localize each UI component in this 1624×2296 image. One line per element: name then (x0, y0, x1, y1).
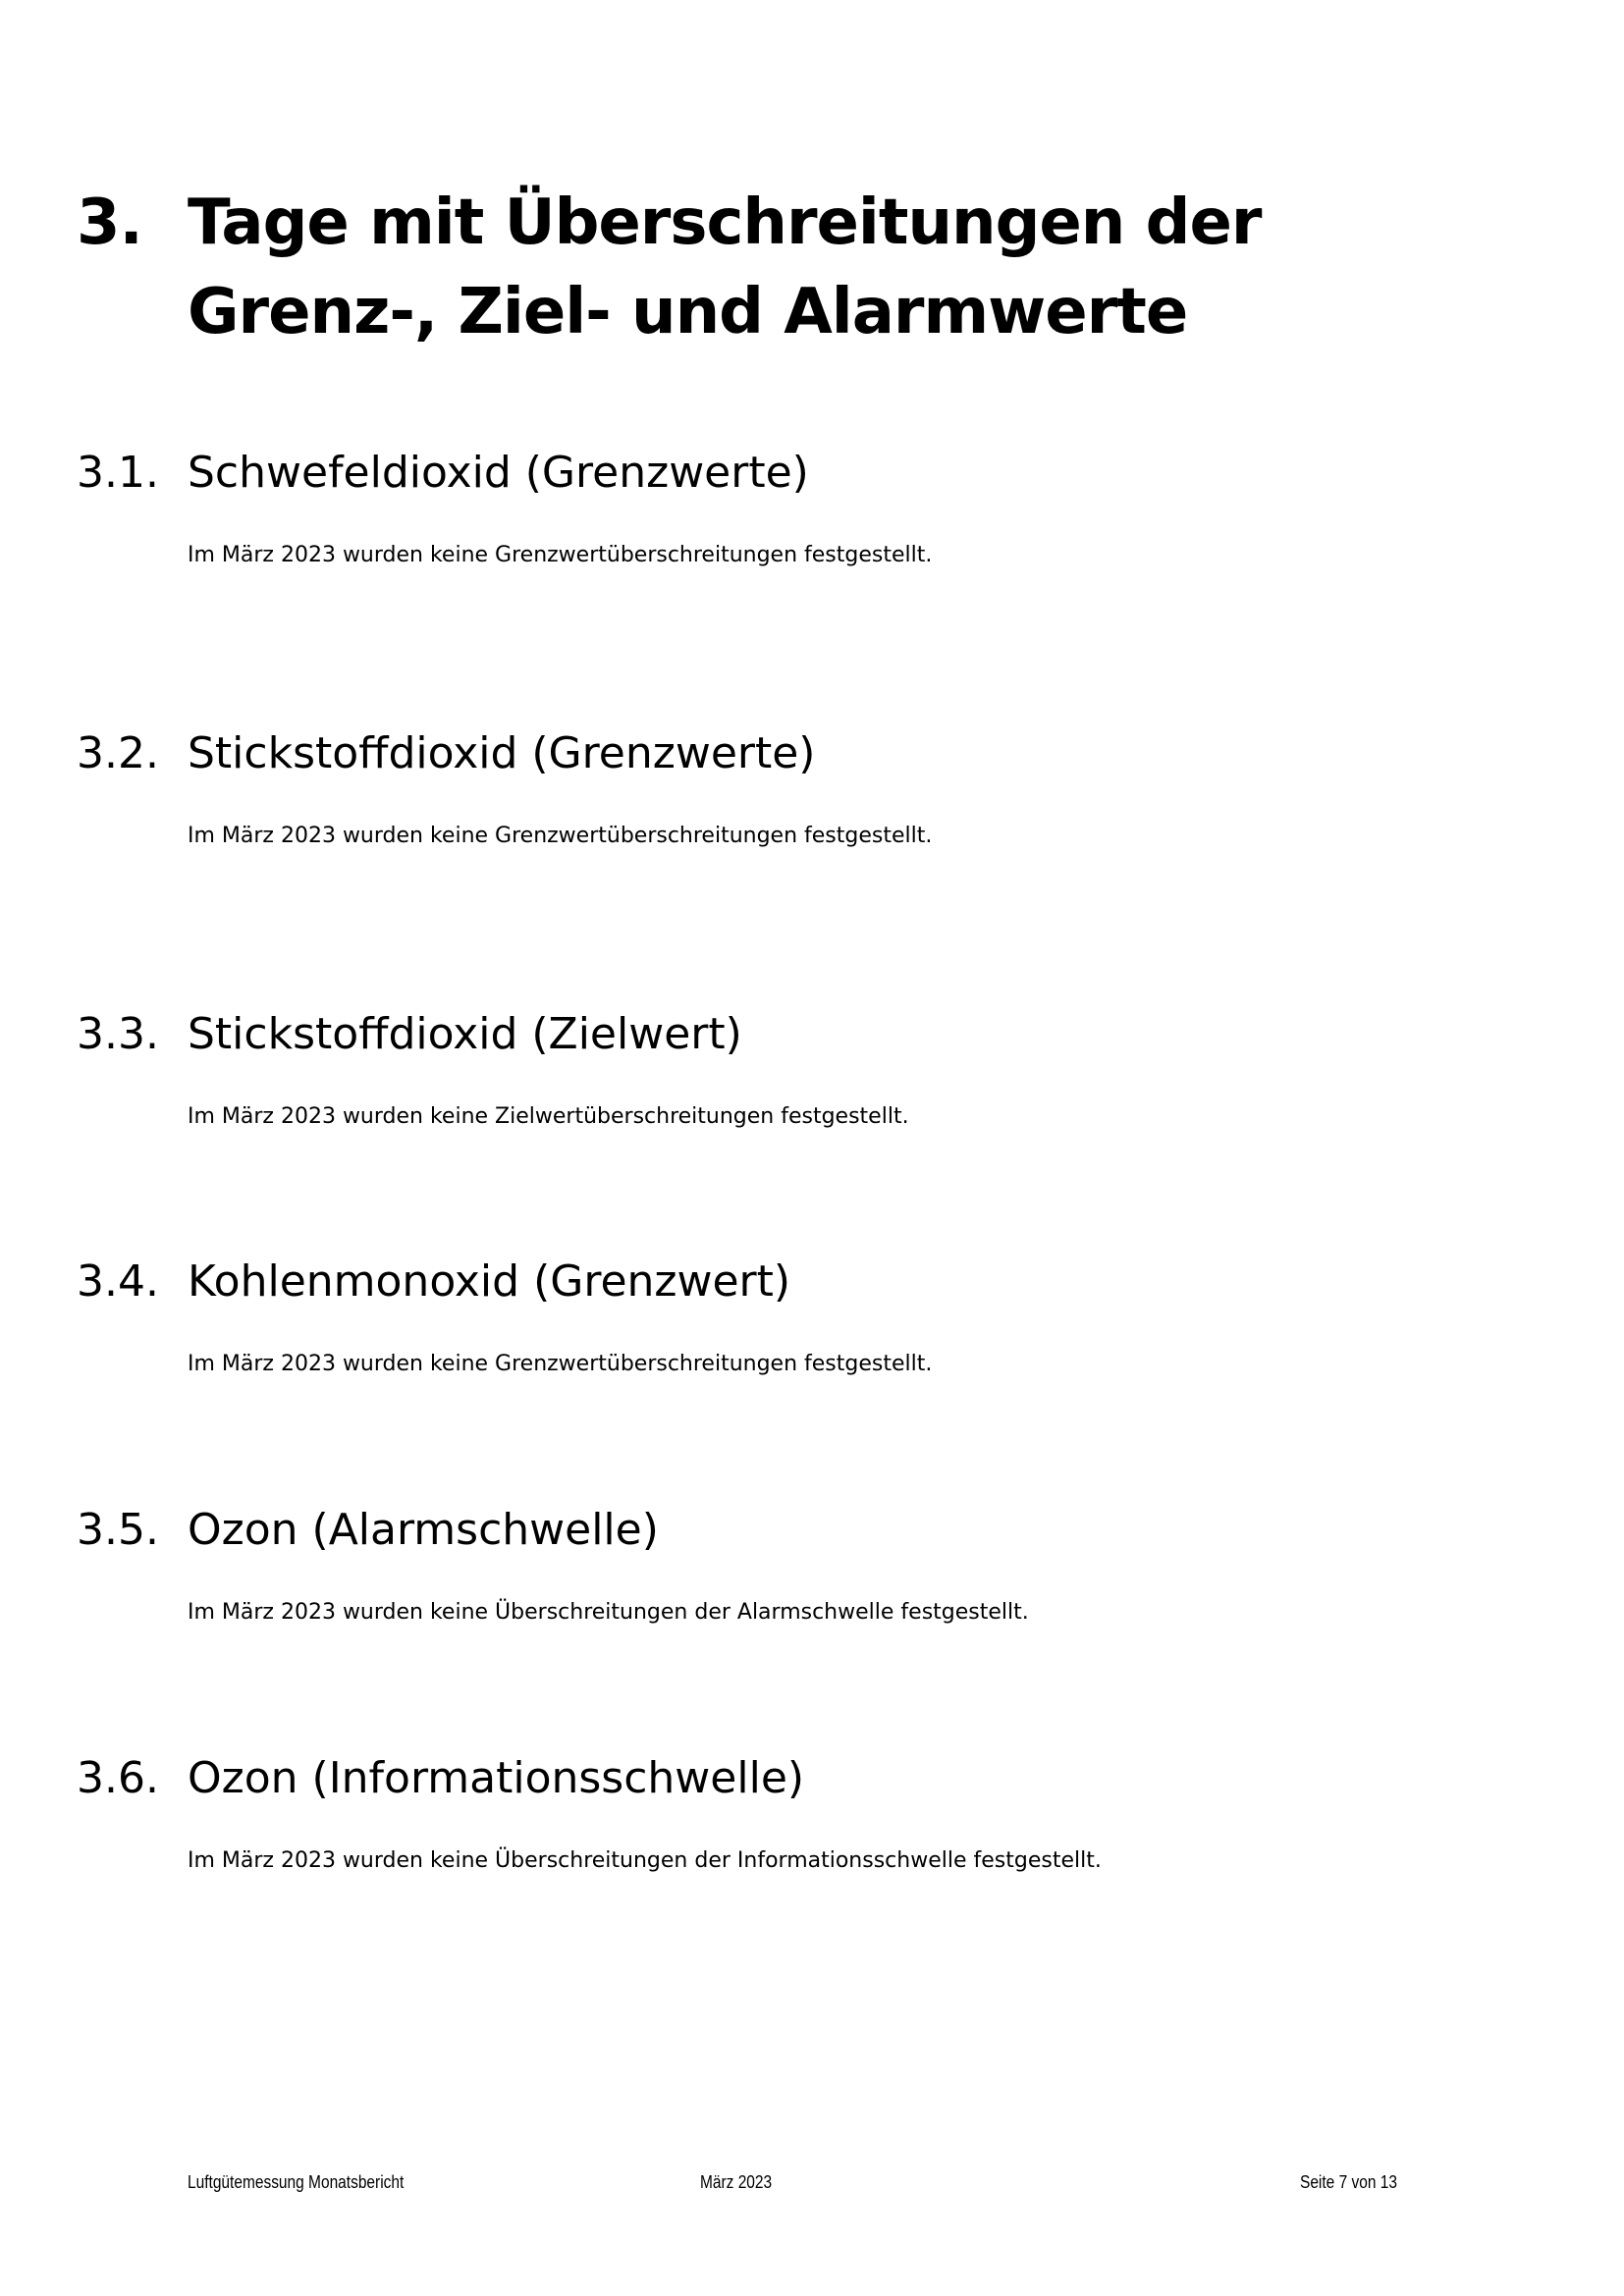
section-number: 3.3. (77, 1009, 159, 1059)
section-ozone-information-threshold (77, 1749, 1549, 1876)
section-number: 3.6. (77, 1753, 159, 1803)
section-title: Schwefeldioxid (Grenzwerte) (188, 448, 809, 498)
section-nitrogen-dioxide-limits (77, 724, 1549, 851)
section-sulfur-dioxide-limits (77, 444, 1549, 570)
section-text: Im März 2023 wurden keine Grenzwertüberschreitungen festgestellt. (188, 824, 933, 848)
section-text: Im März 2023 wurden keine Überschreitungen der Alarmschwelle festgestellt. (188, 1600, 1029, 1625)
chapter-title: Tage mit Überschreitungen der Grenz-, Ziel- und Alarmwerte (188, 187, 1262, 348)
chapter-number: 3. (77, 187, 142, 259)
section-number: 3.1. (77, 448, 159, 498)
footer-report-month: März 2023 (700, 2172, 773, 2192)
chapter-heading (77, 179, 1549, 357)
section-number: 3.2. (77, 728, 159, 778)
section-number: 3.4. (77, 1256, 159, 1307)
section-nitrogen-dioxide-target (77, 1005, 1549, 1132)
section-text: Im März 2023 wurden keine Grenzwertüberschreitungen festgestellt. (188, 543, 933, 567)
section-title: Ozon (Alarmschwelle) (188, 1505, 659, 1555)
section-number: 3.5. (77, 1505, 159, 1555)
footer-page-number: Seite 7 von 13 (1300, 2172, 1397, 2192)
section-text: Im März 2023 wurden keine Grenzwertüberschreitungen festgestellt. (188, 1352, 933, 1376)
section-title: Ozon (Informationsschwelle) (188, 1753, 805, 1803)
section-heading (77, 1005, 1549, 1064)
section-ozone-alarm-threshold (77, 1501, 1549, 1628)
section-title: Stickstoffdioxid (Zielwert) (188, 1009, 742, 1059)
section-title: Stickstoffdioxid (Grenzwerte) (188, 728, 816, 778)
section-title: Kohlenmonoxid (Grenzwert) (188, 1256, 791, 1307)
section-heading (77, 1501, 1549, 1560)
section-heading (77, 724, 1549, 783)
section-text: Im März 2023 wurden keine Überschreitungen der Informationsschwelle festgestellt. (188, 1848, 1102, 1873)
section-text: Im März 2023 wurden keine Zielwertüberschreitungen festgestellt. (188, 1104, 909, 1129)
footer-report-name: Luftgütemessung Monatsbericht (188, 2172, 405, 2192)
section-heading (77, 1749, 1549, 1808)
section-heading (77, 1253, 1549, 1311)
section-heading (77, 444, 1549, 503)
section-carbon-monoxide-limit (77, 1253, 1549, 1379)
